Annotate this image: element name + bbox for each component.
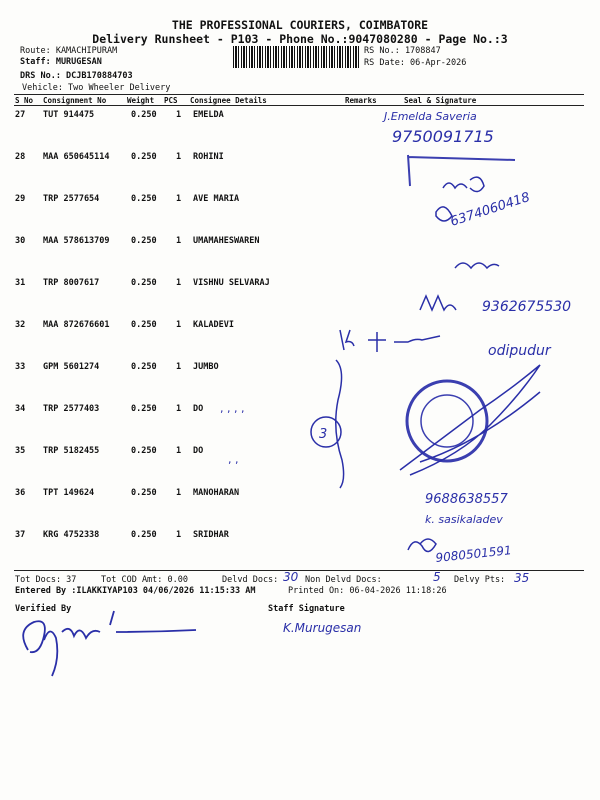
cell-weight: 0.250 [131, 152, 157, 162]
sig-r32-mark [340, 330, 440, 352]
cell-sno: 33 [15, 362, 26, 372]
cell-pcs: 1 [176, 152, 182, 162]
cell-sno: 32 [15, 320, 26, 330]
cell-sno: 27 [15, 110, 26, 120]
cell-weight: 0.250 [131, 362, 157, 372]
sig-r28-scrawl [443, 177, 484, 191]
sig-r36-phone: 9688638557 [425, 492, 508, 507]
verified-by-label: Verified By [15, 604, 72, 614]
hw-delvy-pts: 35 [514, 571, 530, 585]
cell-consignment: TRP 2577403 [43, 404, 100, 414]
cell-consignee: DO [193, 446, 204, 456]
col-remarks: Remarks [345, 96, 377, 105]
cell-pcs: 1 [176, 278, 182, 288]
sig-r27-name: J.Emelda Saveria [384, 110, 477, 123]
cell-sno: 30 [15, 236, 26, 246]
col-sno: S No [15, 96, 34, 105]
tot-cod-amount: Tot COD Amt: 0.00 [101, 575, 188, 585]
sig-r32-place: odipudur [488, 343, 551, 359]
col-pcs: PCS [164, 96, 178, 105]
cell-consignee: AVE MARIA [193, 194, 240, 204]
cell-consignee: UMAMAHESWAREN [193, 236, 260, 246]
drs-label: DRS No.: DCJB170884703 [20, 71, 133, 81]
sig-r36-name: k. sasikaladev [425, 513, 503, 526]
cell-consignee: VISHNU SELVARAJ [193, 278, 270, 288]
cell-weight: 0.250 [131, 194, 157, 204]
cell-weight: 0.250 [131, 446, 157, 456]
cell-consignment: TRP 8007617 [43, 278, 100, 288]
route-label: Route: KAMACHIPURAM [20, 46, 118, 56]
sig-bracket-line [336, 360, 344, 488]
ditto-r35: , , [228, 453, 239, 466]
delvd-docs-label: Delvd Docs: [222, 575, 279, 585]
tot-docs: Tot Docs: 37 [15, 575, 77, 585]
col-consignment: Consignment No [43, 96, 107, 105]
staff-label: Staff: MURUGESAN [20, 57, 102, 67]
non-delvd-docs-label: Non Delvd Docs: [305, 575, 382, 585]
cell-consignee: KALADEVI [193, 320, 234, 330]
cell-weight: 0.250 [131, 110, 157, 120]
table-bottom-rule [14, 570, 584, 571]
sig-r31-scrawl [420, 296, 456, 310]
sig-r37-scrawl [408, 539, 436, 552]
cell-pcs: 1 [176, 320, 182, 330]
cell-consignee: MANOHARAN [193, 488, 240, 498]
cell-sno: 36 [15, 488, 26, 498]
delvy-pts-label: Delvy Pts: [454, 575, 506, 585]
col-weight: Weight [127, 96, 155, 105]
cell-consignment: TRP 2577654 [43, 194, 100, 204]
hw-delvd-docs: 30 [283, 570, 299, 584]
cell-consignee: SRIDHAR [193, 530, 229, 540]
cell-sno: 28 [15, 152, 26, 162]
staff-signature-hw: K.Murugesan [283, 621, 362, 635]
sig-r34-mark: 3 [319, 427, 328, 442]
cell-pcs: 1 [176, 194, 182, 204]
cell-consignee: EMELDA [193, 110, 224, 120]
cell-consignment: MAA 872676601 [43, 320, 110, 330]
staff-signature-label: Staff Signature [268, 604, 345, 614]
cell-consignee: DO [193, 404, 204, 414]
sig-r28-mark [408, 155, 515, 186]
cell-pcs: 1 [176, 404, 182, 414]
hw-non-delvd-docs: 5 [433, 570, 441, 584]
cell-sno: 29 [15, 194, 26, 204]
cell-consignee: JUMBO [193, 362, 219, 372]
cell-pcs: 1 [176, 446, 182, 456]
cell-consignment: GPM 5601274 [43, 362, 100, 372]
cell-pcs: 1 [176, 362, 182, 372]
rs-date-label: RS Date: 06-Apr-2026 [364, 58, 467, 68]
cell-consignee: ROHINI [193, 152, 224, 162]
ditto-r34: , , , , [220, 402, 245, 415]
cell-sno: 35 [15, 446, 26, 456]
cell-weight: 0.250 [131, 404, 157, 414]
cell-consignment: TUT 914475 [43, 110, 95, 120]
rs-no-label: RS No.: 1708847 [364, 46, 441, 56]
cell-consignment: KRG 4752338 [43, 530, 100, 540]
cell-weight: 0.250 [131, 530, 157, 540]
sig-r29-phone: 6374060418 [448, 189, 532, 230]
cell-pcs: 1 [176, 488, 182, 498]
cell-consignment: MAA 578613709 [43, 236, 110, 246]
sig-r37-phone: 9080501591 [434, 543, 513, 565]
company-title: THE PROFESSIONAL COURIERS, COIMBATORE [171, 18, 429, 32]
cell-sno: 34 [15, 404, 26, 414]
vehicle-label: Vehicle: Two Wheeler Delivery [22, 83, 171, 93]
col-seal-signature: Seal & Signature [404, 96, 477, 105]
cell-consignment: TRP 5182455 [43, 446, 100, 456]
entered-by: Entered By :ILAKKIYAP103 04/06/2026 11:15:33 AM [15, 586, 256, 596]
seal-stamp [407, 381, 487, 461]
cell-pcs: 1 [176, 110, 182, 120]
cell-consignment: MAA 650645114 [43, 152, 110, 162]
cell-consignment: TPT 149624 [43, 488, 95, 498]
sig-r30-scrawl [455, 263, 499, 268]
cell-weight: 0.250 [131, 320, 157, 330]
cell-pcs: 1 [176, 530, 182, 540]
sig-r31-phone: 9362675530 [482, 299, 572, 315]
cell-sno: 31 [15, 278, 26, 288]
cell-sno: 37 [15, 530, 26, 540]
verified-signature [23, 611, 196, 676]
col-consignee: Consignee Details [190, 96, 267, 105]
cell-pcs: 1 [176, 236, 182, 246]
cell-weight: 0.250 [131, 236, 157, 246]
sig-r27-phone: 9750091715 [392, 127, 494, 146]
cell-weight: 0.250 [131, 488, 157, 498]
printed-on: Printed On: 06-04-2026 11:18:26 [288, 586, 447, 596]
cell-weight: 0.250 [131, 278, 157, 288]
runsheet-title: Delivery Runsheet - P103 - Phone No.:9047080280 - Page No.:3 [92, 32, 508, 46]
